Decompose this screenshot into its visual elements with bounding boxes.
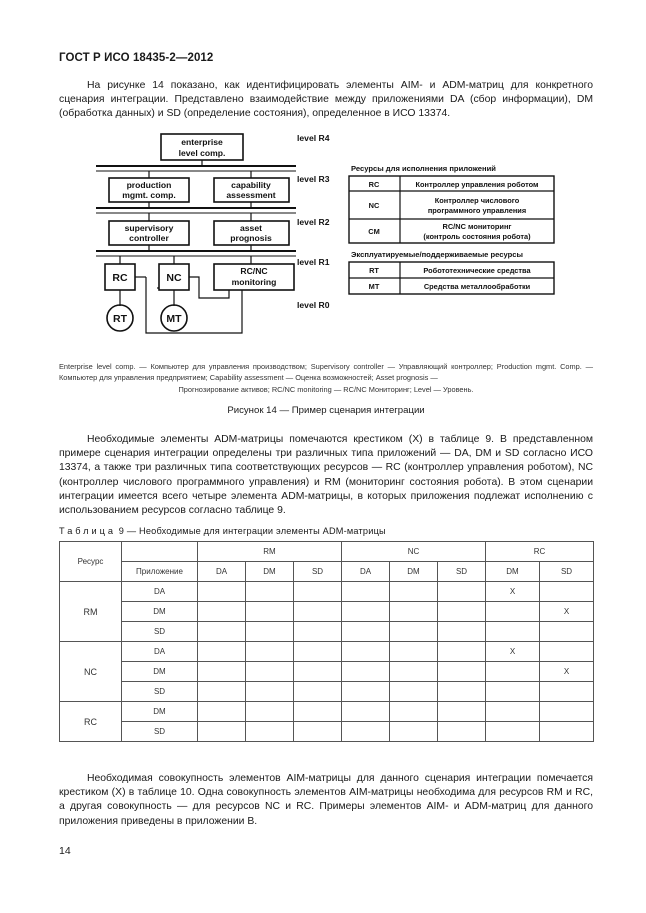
mark-cell: [198, 602, 246, 622]
header-sub-app: SD: [540, 562, 594, 582]
nc-box: NC: [166, 272, 182, 284]
table-header-row: [60, 542, 594, 562]
mark-cell: [246, 642, 294, 662]
legend-code-cm: CM: [368, 227, 380, 236]
mark-cell: [198, 642, 246, 662]
table-row: [60, 622, 594, 642]
application-cell: DM: [122, 702, 198, 722]
table-caption: [59, 526, 386, 536]
capability-box-line1: capability: [231, 180, 271, 190]
mark-cell: [246, 682, 294, 702]
table-row: [60, 702, 594, 722]
table-header-row: [60, 562, 594, 582]
mark-cell: [486, 602, 540, 622]
intro-paragraph: [59, 79, 593, 122]
legend-desc-nc-1: Контроллер числового: [434, 196, 520, 205]
mark-cell: [198, 622, 246, 642]
header-sub-app: DM: [390, 562, 438, 582]
mark-cell: [540, 702, 594, 722]
application-cell: DA: [122, 582, 198, 602]
table-row: [60, 582, 594, 602]
mark-cell: [342, 702, 390, 722]
header-resource: Ресурс: [60, 542, 122, 582]
legend-code-rt: RT: [369, 266, 379, 275]
table-row: [60, 682, 594, 702]
legend-code-rc: RC: [368, 180, 380, 189]
aim-text: Необходимая совокупность элементов AIM-матрицы для данного сценария интеграции помечается крестиком (X) в таблице 10. Одна совокупность элементов AIM-матрицы необходима для ресурсов RM и RC, а другая совокупность — для ресурсов NC и RC. Примеры элементов AIM- и ADM-матриц для данного приложения приведены в приложении В.: [59, 773, 593, 827]
table-caption-prefix: Таблица: [59, 526, 117, 536]
mark-cell: [390, 722, 438, 742]
supervisory-box-line2: controller: [129, 233, 169, 243]
mark-cell: [294, 702, 342, 722]
mark-cell: [246, 602, 294, 622]
adm-paragraph: [59, 433, 593, 518]
mark-cell: [198, 702, 246, 722]
header-group-rm: RM: [198, 542, 342, 562]
mark-cell: [438, 702, 486, 722]
mark-cell: [486, 662, 540, 682]
mark-cell: [294, 602, 342, 622]
resource-cell: RM: [60, 582, 122, 642]
header-group-nc: NC: [342, 542, 486, 562]
mark-cell: [342, 642, 390, 662]
header-group-rc: RC: [486, 542, 594, 562]
mark-cell: [390, 702, 438, 722]
level-r0-label: level R0: [297, 300, 330, 310]
level-r3-label: level R3: [297, 174, 330, 184]
mark-cell: [246, 722, 294, 742]
table-row: [60, 642, 594, 662]
asset-box-line2: prognosis: [230, 233, 272, 243]
application-cell: SD: [122, 622, 198, 642]
legend-desc-rt: Робототехнические средства: [423, 266, 531, 275]
enterprise-box-line1: enterprise: [181, 137, 223, 147]
mark-cell: [246, 702, 294, 722]
header-sub-app: DA: [342, 562, 390, 582]
adm-text: Необходимые элементы ADM-матрицы помечаются крестиком (X) в таблице 9. В представленном примере сценария интеграции определены три различных типа приложений — DA, DM и SD согласно ИСО 13374, а также три различных типа соответствующих ресурсов — RC (контроллер управления роботом), NC (контроллер числового программного управления) и RM (мониторинг состояния робота). В этом сценарии интеграции имеется всего четыре элемента ADM-матрицы, в которых приложения подлежат исполнению с использованием ресурсов согласно таблице 9.: [59, 434, 593, 517]
level-r1-label: level R1: [297, 257, 330, 267]
mark-cell: [294, 722, 342, 742]
mark-cell: [540, 582, 594, 602]
legend-resources-title: Ресурсы для исполнения приложений: [351, 164, 496, 173]
mark-cell: X: [540, 602, 594, 622]
mark-cell: [294, 582, 342, 602]
mark-cell: [342, 622, 390, 642]
table-row: [60, 722, 594, 742]
rt-circle: RT: [113, 313, 127, 325]
mark-cell: [198, 682, 246, 702]
mark-cell: X: [486, 582, 540, 602]
header-sub-app: DM: [246, 562, 294, 582]
production-box-line1: production: [126, 180, 172, 190]
capability-box-line2: assessment: [226, 190, 276, 200]
page-number: 14: [59, 845, 71, 857]
mark-cell: [294, 622, 342, 642]
legend-desc-mt: Средства металлообработки: [423, 282, 531, 291]
table-row: [60, 602, 594, 622]
mark-cell: [342, 682, 390, 702]
legend-code-mt: MT: [368, 282, 380, 291]
mark-cell: [390, 602, 438, 622]
application-cell: DA: [122, 642, 198, 662]
header-sub-app: DA: [198, 562, 246, 582]
figure-caption: Рисунок 14 — Пример сценария интеграции: [227, 405, 425, 416]
mark-cell: [198, 662, 246, 682]
supervisory-box-line1: supervisory: [124, 223, 174, 233]
mark-cell: [390, 682, 438, 702]
mark-cell: [438, 622, 486, 642]
mark-cell: [438, 642, 486, 662]
mark-cell: X: [486, 642, 540, 662]
mark-cell: [390, 662, 438, 682]
resource-cell: NC: [60, 642, 122, 702]
mark-cell: [294, 662, 342, 682]
mark-cell: [342, 722, 390, 742]
mark-cell: [294, 642, 342, 662]
production-box-line2: mgmt. comp.: [122, 190, 176, 200]
mark-cell: [246, 622, 294, 642]
mark-cell: [540, 682, 594, 702]
mark-cell: [342, 662, 390, 682]
application-cell: SD: [122, 722, 198, 742]
mark-cell: [486, 622, 540, 642]
legend-desc-cm-2: (контроль состояния робота): [423, 232, 531, 241]
rc-box: RC: [112, 272, 128, 284]
aim-paragraph: [59, 772, 593, 829]
figure-legend-text-last: Прогнозирование активов; RC/NC monitoring — RC/NC Мониторинг; Level — Уровень.: [178, 384, 474, 394]
legend-code-nc: NC: [368, 201, 380, 210]
figure-legend-text: Enterprise level comp. — Компьютер для управления производством; Supervisory controller — Управляющий контроллер; Production mgmt. Comp. — Компьютер для управления предприятием; Capability assessment — Оценка возможностей; Asset prognosis —: [59, 362, 593, 383]
rcnc-box-line1: RC/NC: [240, 266, 268, 276]
intro-text: На рисунке 14 показано, как идентифицировать элементы AIM- и ADM-матриц для конкретного сценария интеграции. Представлено взаимодействие между приложениями DA (сбор информации), DM (обработка данных) и SD (определение состояния), определенное в ИСО 13374.: [59, 80, 593, 120]
mark-cell: [390, 642, 438, 662]
mark-cell: [246, 582, 294, 602]
mark-cell: [438, 602, 486, 622]
header-sub-app: SD: [294, 562, 342, 582]
header-application: Приложение: [122, 562, 198, 582]
mark-cell: [540, 722, 594, 742]
mark-cell: [438, 582, 486, 602]
header-sub-app: SD: [438, 562, 486, 582]
mt-circle: MT: [166, 313, 182, 325]
asset-box-line1: asset: [240, 223, 262, 233]
application-cell: SD: [122, 682, 198, 702]
mark-cell: [486, 682, 540, 702]
figure-legend-note: [59, 361, 593, 395]
mark-cell: [540, 642, 594, 662]
mark-cell: [486, 722, 540, 742]
mark-cell: X: [540, 662, 594, 682]
resource-cell: RC: [60, 702, 122, 742]
integration-diagram: [59, 128, 599, 356]
mark-cell: [438, 722, 486, 742]
table-row: [60, 662, 594, 682]
header-blank: [122, 542, 198, 562]
table-caption-rest: 9 — Необходимые для интеграции элементы ADM-матрицы: [118, 526, 386, 536]
mark-cell: [198, 582, 246, 602]
document-header: ГОСТ Р ИСО 18435-2—2012: [59, 52, 214, 64]
header-sub-app: DM: [486, 562, 540, 582]
mark-cell: [390, 582, 438, 602]
application-cell: DM: [122, 662, 198, 682]
mark-cell: [390, 622, 438, 642]
mark-cell: [438, 662, 486, 682]
mark-cell: [438, 682, 486, 702]
enterprise-box-line2: level comp.: [178, 148, 226, 158]
mark-cell: [486, 702, 540, 722]
level-r4-label: level R4: [297, 133, 330, 143]
mark-cell: [198, 722, 246, 742]
rcnc-box-line2: monitoring: [231, 277, 277, 287]
mark-cell: [342, 602, 390, 622]
level-r2-label: level R2: [297, 217, 330, 227]
legend-desc-rc: Контроллер управления роботом: [415, 180, 539, 189]
legend-desc-nc-2: программного управления: [427, 206, 527, 215]
legend-desc-cm-1: RC/NC мониторинг: [442, 222, 512, 231]
application-cell: DM: [122, 602, 198, 622]
legend-operated-title: Эксплуатируемые/поддерживаемые ресурсы: [351, 250, 523, 259]
adm-matrix-table: [59, 541, 594, 742]
mark-cell: [246, 662, 294, 682]
mark-cell: [342, 582, 390, 602]
mark-cell: [540, 622, 594, 642]
mark-cell: [294, 682, 342, 702]
